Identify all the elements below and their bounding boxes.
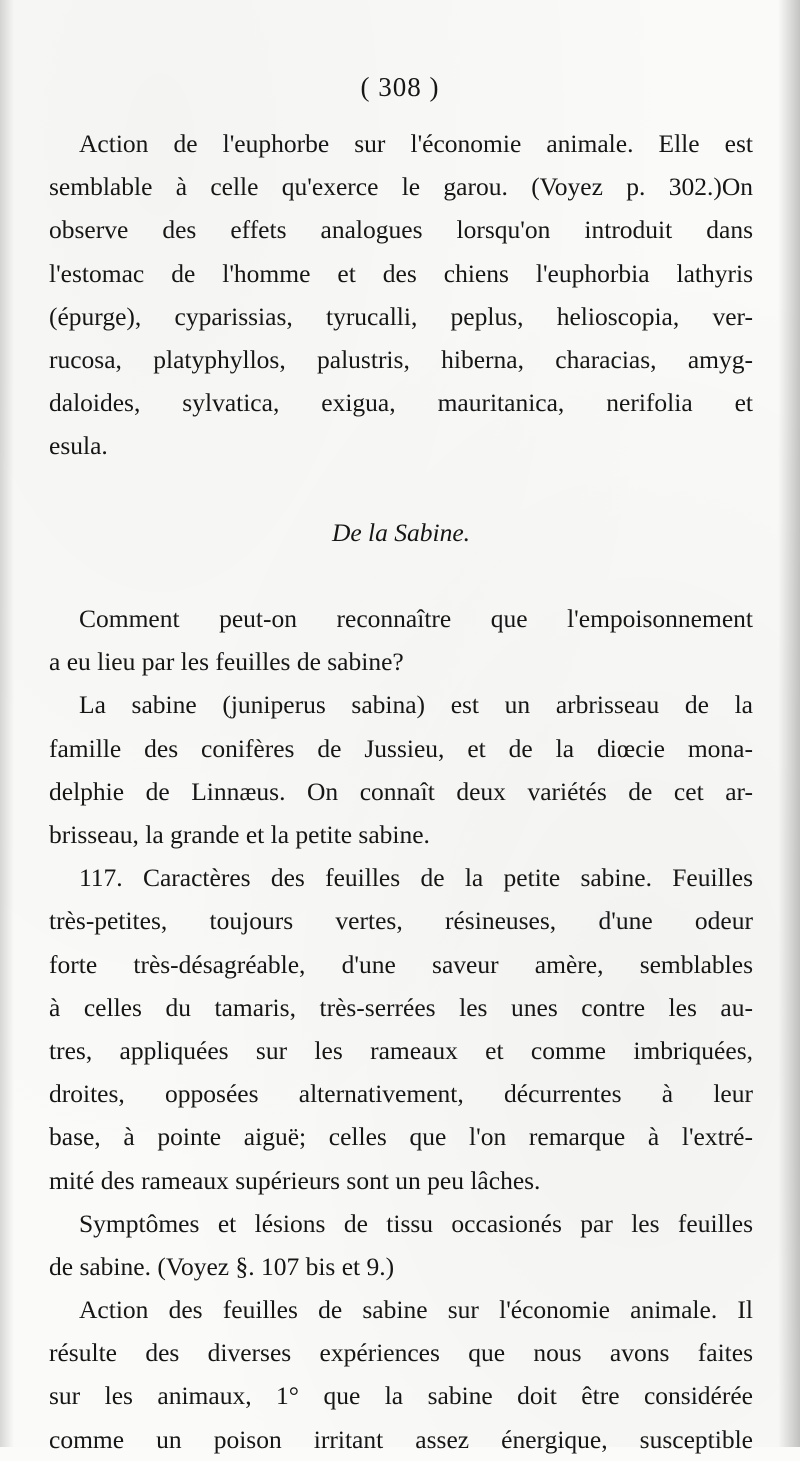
page-edge-shadow-left xyxy=(0,0,14,1447)
text-line: Action des feuilles de sabine sur l'économie animale. Il xyxy=(79,1295,753,1325)
text-line: (épurge), cyparissias, tyrucalli, peplus, helioscopia, ver- xyxy=(49,301,753,331)
text-line: La sabine (juniperus sabina) est un arbrisseau de la xyxy=(79,690,753,720)
text-line: Action de l'euphorbe sur l'économie animale. Elle est xyxy=(79,129,753,158)
section-heading: De la Sabine. xyxy=(331,517,471,547)
blank-line xyxy=(49,468,753,511)
text-line: droites, opposées alternativement, décurrentes à leur xyxy=(49,1079,753,1109)
text-line: sur les animaux, 1° que la sabine doit être considérée xyxy=(49,1381,753,1411)
text-line: très-petites, toujours vertes, résineuses, d'une odeur xyxy=(49,906,753,936)
page-number: ( 308 ) xyxy=(360,72,440,102)
text-line: base, à pointe aiguë; celles que l'on remarque à l'extré- xyxy=(49,1122,753,1152)
text-line: observe des effets analogues lorsqu'on introduit dans xyxy=(49,215,753,245)
text-line: brisseau, la grande et la petite sabine. xyxy=(49,820,430,849)
text-line: semblable à celle qu'exerce le garou. (Voyez p. 302.)On xyxy=(49,172,753,202)
text-line: l'estomac de l'homme et des chiens l'euphorbia lathyris xyxy=(49,258,753,288)
text-line: daloides, sylvatica, exigua, mauritanica, nerifolia et xyxy=(49,388,753,418)
text-line: rucosa, platyphyllos, palustris, hiberna, characias, amyg- xyxy=(49,344,753,374)
page-edge-shadow-right xyxy=(778,0,800,1447)
text-line: Symptômes et lésions de tissu occasionés par les feuilles xyxy=(79,1208,753,1238)
text-line: Comment peut-on reconnaître que l'empoisonnement xyxy=(79,604,753,634)
text-line: esula. xyxy=(49,431,108,461)
body-text xyxy=(49,122,753,1461)
text-line: à celles du tamaris, très-serrées les unes contre les au- xyxy=(49,992,753,1022)
text-line: 117. Caractères des feuilles de la petite sabine. Feuilles xyxy=(79,863,753,893)
text-line: mité des rameaux supérieurs sont un peu lâches. xyxy=(49,1165,541,1195)
text-line: comme un poison irritant assez énergique, susceptible xyxy=(49,1424,753,1454)
text-line: tres, appliquées sur les rameaux et comme imbriquées, xyxy=(49,1035,753,1065)
blank-line xyxy=(49,554,753,597)
text-line: forte très-désagréable, d'une saveur amère, semblables xyxy=(49,949,753,979)
text-line: delphie de Linnæus. On connaît deux variétés de cet ar- xyxy=(49,776,753,806)
text-line: résulte des diverses expériences que nous avons faites xyxy=(49,1338,753,1368)
text-line: de sabine. (Voyez §. 107 bis et 9.) xyxy=(49,1251,395,1281)
text-line: a eu lieu par les feuilles de sabine? xyxy=(49,647,404,677)
text-line: famille des conifères de Jussieu, et de la diœcie mona- xyxy=(49,733,753,763)
